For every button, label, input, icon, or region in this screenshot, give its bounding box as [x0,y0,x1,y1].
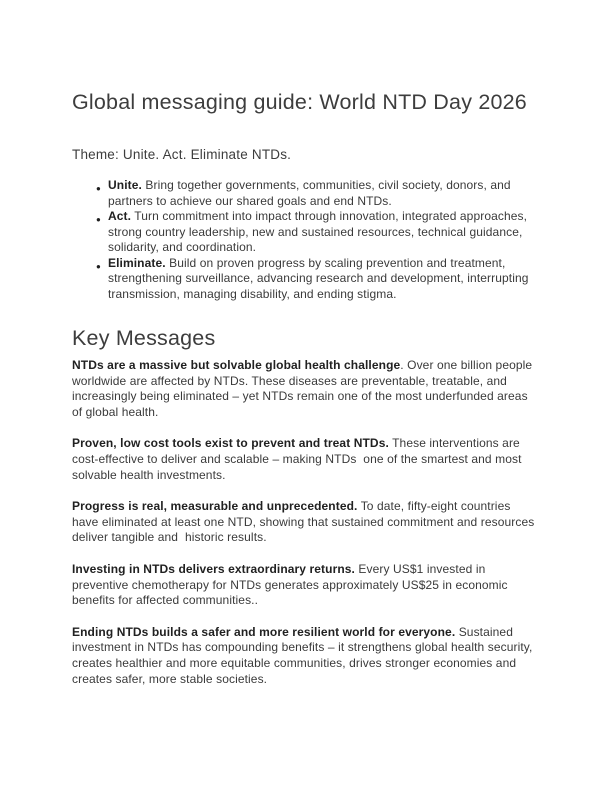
key-message-paragraph [72,358,540,420]
bullet-text: Build on proven progress by scaling prevention and treatment, strengthening surveillance, advancing research and development, interrupting transmission, managing disability, and ending stigma. [108,255,532,301]
bullet-lead: Unite. [108,178,142,192]
bullet-text: Bring together governments, communities, civil society, donors, and partners to achieve our shared goals and end NTDs. [108,178,515,208]
bullet-lead: Eliminate. [108,255,166,270]
key-message-text: To date, fifty-eight countries have eliminated at least one NTD, showing that sustained commitment and resources deliver tangible and historic results. [72,499,538,545]
theme-heading: Theme: Unite. Act. Eliminate NTDs. [72,147,292,162]
key-message-text: Sustained investment in NTDs has compounding benefits – it strengthens global health security, creates healthier and more equitable communities, drives stronger economies and creates safer, more stable societies. [72,624,536,686]
section-heading-key-messages: Key Messages [72,326,216,350]
list-item-act [72,209,540,256]
key-message-lead: Ending NTDs builds a safer and more resilient world for everyone. [72,624,456,639]
bullet-icon: ● [96,215,101,224]
key-message-lead: NTDs are a massive but solvable global health challenge [72,358,401,372]
key-message-paragraph [72,562,540,609]
bullet-text: Turn commitment into impact through innovation, integrated approaches, strong country leadership, new and sustained resources, technical guidance, solidarity, and coordination. [108,209,531,254]
key-message-text: . Over one billion people worldwide are affected by NTDs. These diseases are preventable, treatable, and increasingly being eliminated – yet NTDs remain one of the most underfunded areas of global health. [72,358,536,419]
key-message-lead: Progress is real, measurable and unprecedented. [72,499,358,514]
list-item-unite [72,178,540,209]
bullet-icon: ● [96,184,101,193]
key-message-text: Every US$1 invested in preventive chemotherapy for NTDs generates approximately US$25 in economic benefits for affected communities.. [72,561,512,608]
key-message-lead: Proven, low cost tools exist to prevent and treat NTDs. [72,436,389,451]
key-message-lead: Investing in NTDs delivers extraordinary returns. [72,561,355,576]
key-message-paragraph [72,625,540,687]
document-title: Global messaging guide: World NTD Day 2026 [72,90,527,114]
theme-bullet-list [72,178,540,302]
key-message-paragraph [72,436,540,483]
list-item-eliminate [72,256,540,303]
key-message-text: These interventions are cost-effective to deliver and scalable – making NTDs one of the smartest and most solvable health investments. [72,436,525,482]
bullet-lead: Act. [108,209,132,223]
key-message-paragraph [72,499,540,546]
bullet-icon: ● [96,261,101,271]
